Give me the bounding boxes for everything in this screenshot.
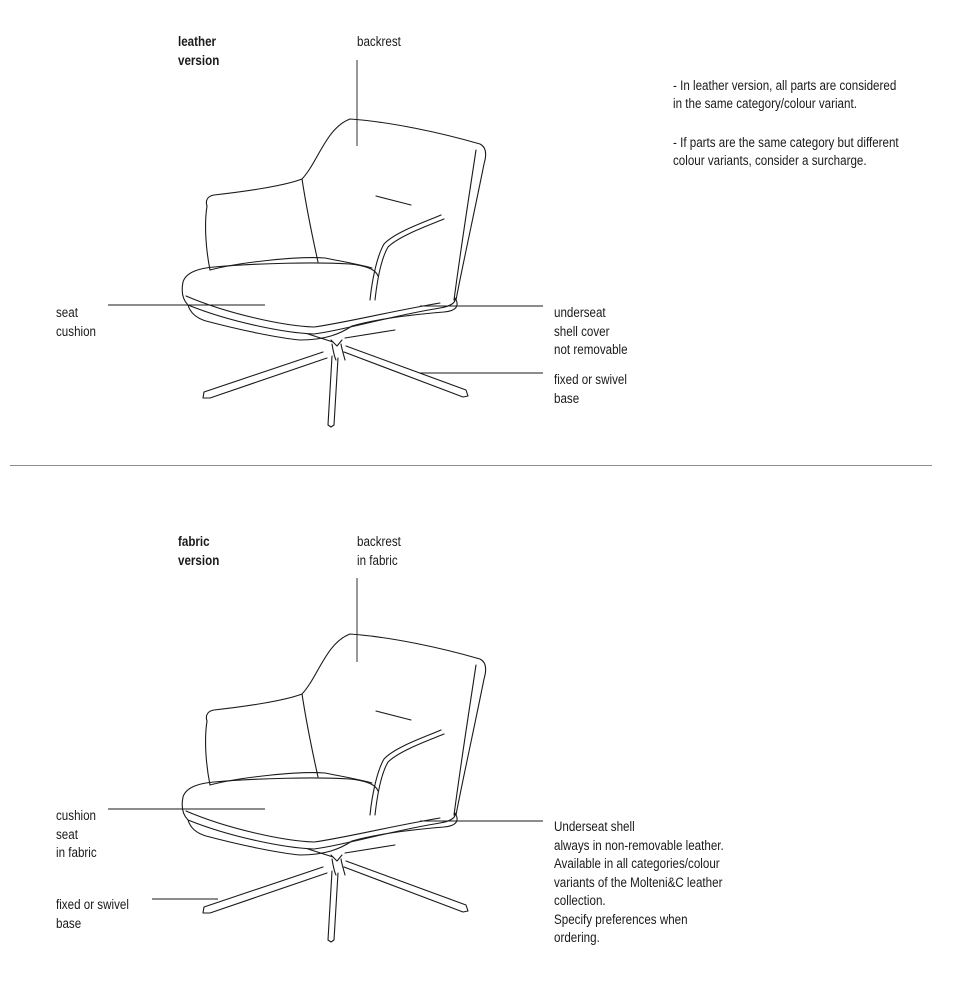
leader-lines-leather — [108, 60, 543, 373]
chair-drawing-leather — [182, 119, 485, 427]
label-backrest-leather: backrest — [357, 34, 401, 49]
leather-note-2: - If parts are the same category but different colour variants, consider a surcharge. — [673, 135, 899, 168]
leather-version-title: leather version — [178, 34, 220, 68]
label-underseat-leather: underseat shell cover not removable — [554, 305, 628, 357]
label-base-leather: fixed or swivel base — [554, 372, 627, 406]
fabric-version-title: fabric version — [178, 534, 220, 568]
leader-lines-fabric — [108, 578, 543, 899]
label-underseat-fabric: Underseat shell always in non-removable leather. Available in all categories/colour variants of the Molteni&C leather collection. Specify preferences when ordering. — [554, 819, 724, 945]
label-cushion-seat-fabric: cushion seat in fabric — [56, 808, 97, 860]
label-backrest-fabric: backrest in fabric — [357, 534, 401, 568]
label-base-fabric: fixed or swivel base — [56, 897, 129, 931]
label-seat-cushion-leather: seat cushion — [56, 305, 97, 339]
chair-drawing-fabric — [182, 634, 485, 942]
leather-note-1: - In leather version, all parts are considered in the same category/colour variant. — [673, 78, 897, 111]
